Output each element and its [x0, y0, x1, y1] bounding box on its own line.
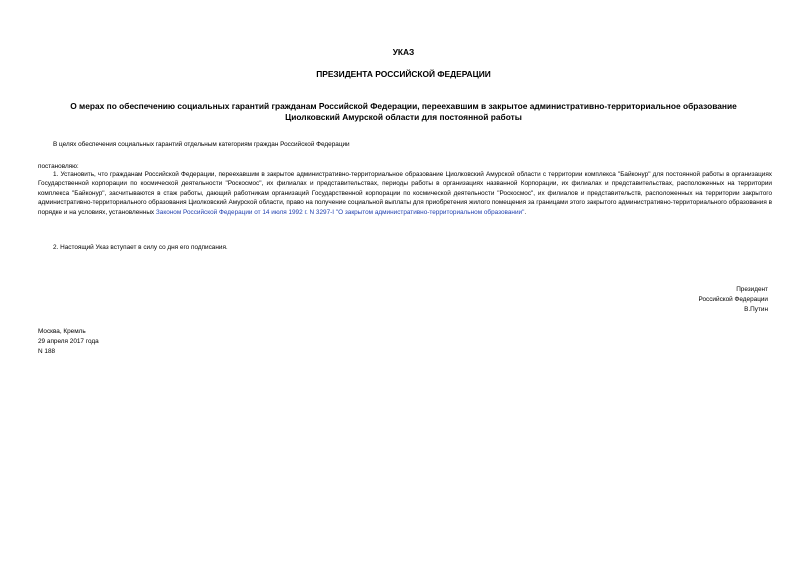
document-issuer: ПРЕЗИДЕНТА РОССИЙСКОЙ ФЕДЕРАЦИИ — [316, 69, 491, 79]
document-subject-line-1: О мерах по обеспечению социальных гарантий гражданам Российской Федерации, переехавшим в закрытое административно-территориальное образование — [70, 101, 737, 111]
document-title: УКАЗ — [392, 47, 415, 57]
signature-position-1: Президент — [736, 286, 768, 293]
item-2-paragraph: 2. Настоящий Указ вступает в силу со дня его подписания. — [53, 244, 228, 251]
intro-paragraph: В целях обеспечения социальных гарантий отдельным категориям граждан Российской Федерации — [53, 141, 350, 148]
signing-date: 29 апреля 2017 года — [38, 338, 99, 345]
law-link[interactable]: Законом Российской Федерации от 14 июля 1992 г. N 3297-I "О закрытом административно-территориальном образовании" — [155, 208, 525, 216]
decree-word: постановляю: — [38, 163, 79, 170]
item-1-end: . — [524, 208, 527, 216]
signing-place: Москва, Кремль — [38, 328, 86, 335]
item-1-text: 1. Установить, что гражданам Российской Федерации, переехавшим в закрытое административно-территориальное образование Циолковский Амурской области с территории комплекса "Байконур" для постоянной работы в организациях Государственной корпорации по космической деятельности "Роскосмос", их филиалах и представительствах, периоды работы в организациях названной Корпорации, их филиалах и представительствах, расположенных на территории комплекса "Байконур", засчитываются в стаж работы, дающий работникам организаций Государственной корпорации по космической деятельности "Роскосмос", их филиалов и представительств, расположенных на территории закрытого административно-территориального образования Циолковский Амурской области, право на получение социальной выплаты для приобретения жилого помещения за границами этого закрытого административно-территориального образования в порядке и на условиях, установленных — [38, 171, 772, 216]
signature-position-2: Российской Федерации — [698, 296, 768, 303]
document-subject-line-2: Циолковский Амурской области для постоянной работы — [285, 112, 522, 122]
item-1-paragraph — [38, 170, 772, 217]
signature-name: В.Путин — [744, 306, 768, 313]
document-number: N 188 — [38, 348, 56, 355]
